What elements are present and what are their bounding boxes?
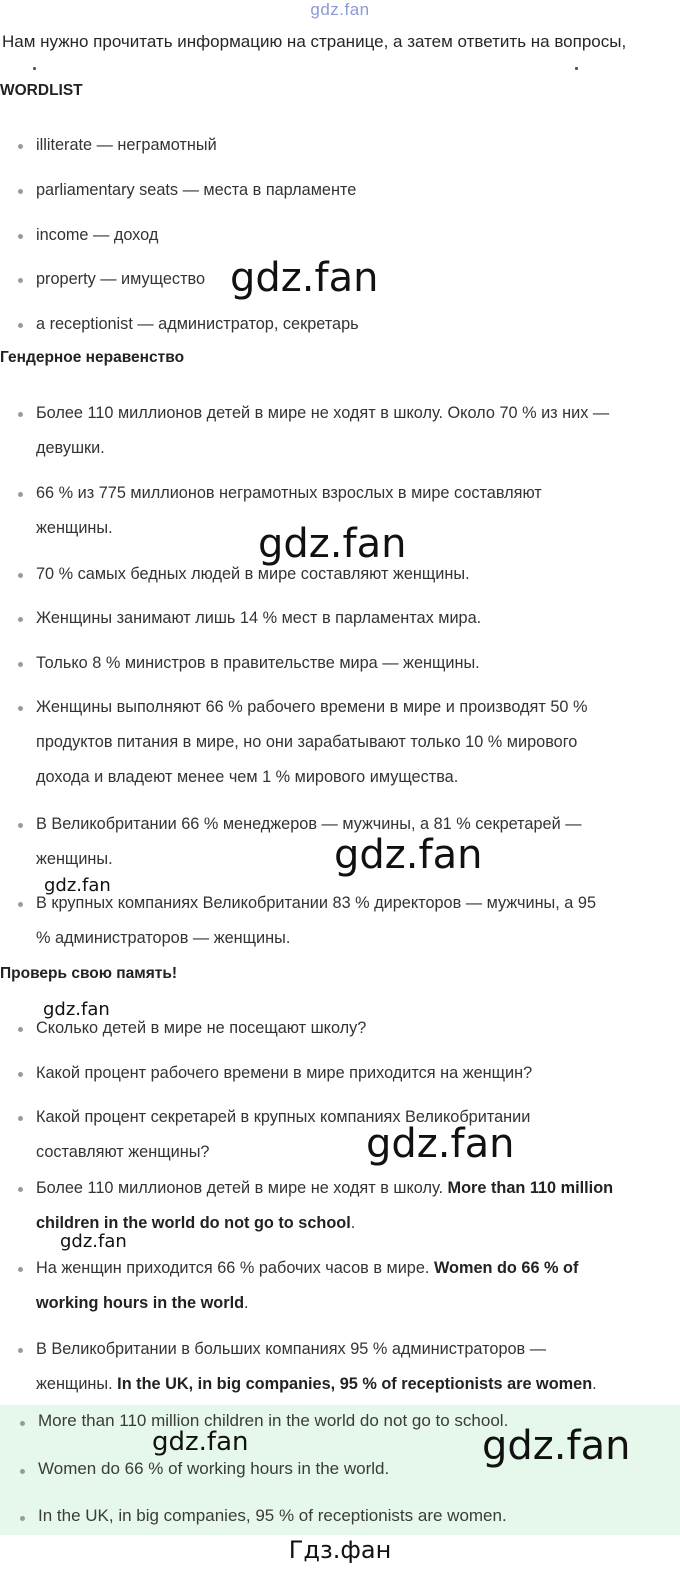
gender-item: Только 8 % министров в правительстве мира — женщины.: [36, 646, 656, 681]
wordlist-heading: WORDLIST: [0, 82, 83, 99]
site-label: gdz.fan: [310, 0, 370, 19]
intro-text: Нам нужно прочитать информацию на странице, а затем ответить на вопросы,: [2, 32, 627, 51]
watermark: gdz.fan: [60, 1231, 127, 1252]
gender-item: 66 % из 775 миллионов неграмотных взрослых в мире составляют женщины.: [36, 476, 656, 546]
final-answer: More than 110 million children in the world do not go to school.: [38, 1411, 509, 1430]
gender-item: 70 % самых бедных людей в мире составляют женщины.: [36, 557, 656, 592]
gender-item: В крупных компаниях Великобритании 83 % директоров — мужчины, а 95 % администраторов — женщины.: [36, 886, 656, 956]
watermark: gdz.fan: [44, 875, 111, 896]
watermark: gdz.fan: [366, 1121, 515, 1167]
question-item: Сколько детей в мире не посещают школу?: [36, 1011, 656, 1046]
watermark: gdz.fan: [152, 1427, 249, 1457]
watermark: gdz.fan: [230, 255, 379, 301]
gender-item: Более 110 миллионов детей в мире не ходят в школу. Около 70 % из них — девушки.: [36, 396, 656, 466]
gender-item: Женщины выполняют 66 % рабочего времени в мире и производят 50 % продуктов питания в мире, но они зарабатывают только 10 % мирового дохода и владеют менее чем 1 % мирового имущества.: [36, 690, 656, 795]
answer-item: На женщин приходится 66 % рабочих часов в мире. Women do 66 % of working hours in the world.: [36, 1251, 656, 1321]
final-answer: Women do 66 % of working hours in the world.: [38, 1459, 390, 1478]
final-answer: In the UK, in big companies, 95 % of receptionists are women.: [38, 1506, 507, 1525]
gender-item: В Великобритании 66 % менеджеров — мужчины, а 81 % секретарей — женщины.: [36, 807, 656, 877]
watermark: gdz.fan: [43, 999, 110, 1020]
watermark: gdz.fan: [258, 521, 407, 567]
question-item: Какой процент секретарей в крупных компаниях Великобритании составляют женщины?: [36, 1100, 656, 1170]
answer-item: Более 110 миллионов детей в мире не ходят в школу. More than 110 million children in the world do not go to school.: [36, 1171, 656, 1241]
clipped-text-line: [0, 66, 680, 72]
wordlist-item: parliamentary seats — места в парламенте: [36, 173, 656, 208]
answer-item: В Великобритании в больших компаниях 95 % администраторов — женщины. In the UK, in big companies, 95 % of receptionists are women.: [36, 1332, 656, 1402]
watermark: gdz.fan: [334, 832, 483, 878]
wordlist-item: property — имущество: [36, 262, 656, 297]
wordlist-item: a receptionist — администратор, секретарь: [36, 307, 656, 342]
memory-heading: Проверь свою память!: [0, 965, 178, 982]
question-item: Какой процент рабочего времени в мире приходится на женщин?: [36, 1056, 656, 1091]
wordlist-item: illiterate — неграмотный: [36, 128, 656, 163]
footer-label: Гдз.фан: [288, 1536, 392, 1564]
gender-item: Женщины занимают лишь 14 % мест в парламентах мира.: [36, 601, 656, 636]
gender-heading: Гендерное неравенство: [0, 349, 185, 366]
watermark: gdz.fan: [482, 1423, 631, 1469]
wordlist-item: income — доход: [36, 218, 656, 253]
